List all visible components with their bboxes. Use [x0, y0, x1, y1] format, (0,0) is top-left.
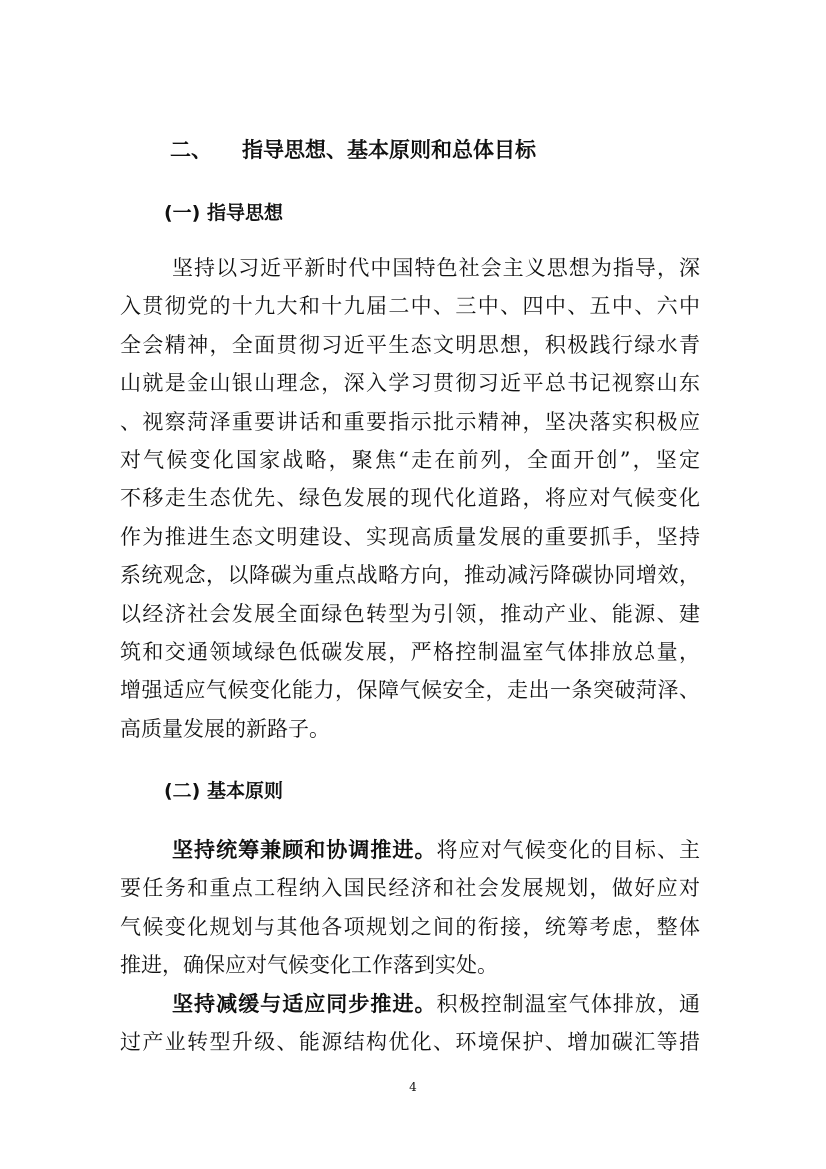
- text-line: 要任务和重点工程纳入国民经济和社会发展规划，做好应对: [120, 876, 700, 901]
- section-heading: [170, 134, 536, 164]
- text-line: 过产业转型升级、能源结构优化、环境保护、增加碳汇等措: [120, 1030, 700, 1055]
- text-line: 山就是金山银山理念，深入学习贯彻习近平总书记视察山东: [120, 371, 700, 396]
- paragraph-guiding-ideology: [120, 249, 700, 748]
- subsection-heading-basic-principles: (二) 基本原则: [164, 780, 283, 802]
- text-run: 积极控制温室气体排放，通: [436, 992, 701, 1016]
- text-line: [120, 831, 700, 869]
- text-line: 入贯彻党的十九大和十九届二中、三中、四中、五中、六中: [120, 294, 700, 319]
- principle-title: 坚持统筹兼顾和协调推进。: [172, 838, 437, 862]
- paragraph-principle-mitigation-adaptation: [120, 985, 700, 1062]
- text-line: [120, 985, 700, 1023]
- paragraph-principle-coordination: [120, 831, 700, 985]
- text-line: 增强适应气候变化能力，保障气候安全，走出一条突破菏泽、: [120, 678, 700, 703]
- text-line: 气候变化规划与其他各项规划之间的衔接，统筹考虑，整体: [120, 914, 700, 939]
- text-line: 以经济社会发展全面绿色转型为引领，推动产业、能源、建: [120, 601, 700, 626]
- text-line: 作为推进生态文明建设、实现高质量发展的重要抓手，坚持: [120, 524, 700, 549]
- text-line: 、视察菏泽重要讲话和重要指示批示精神，坚决落实积极应: [120, 409, 700, 434]
- section-title: 指导思想、基本原则和总体目标: [242, 138, 536, 162]
- principle-title: 坚持减缓与适应同步推进。: [172, 992, 437, 1016]
- text-run: 将应对气候变化的目标、主: [436, 838, 701, 862]
- text-line: 坚持以习近平新时代中国特色社会主义思想为指导，深: [172, 256, 700, 280]
- text-line: 全会精神，全面贯彻习近平生态文明思想，积极践行绿水青: [120, 332, 700, 357]
- text-line: 筑和交通领域绿色低碳发展，严格控制温室气体排放总量，: [120, 639, 700, 664]
- text-line: 推进，确保应对气候变化工作落到实处。: [120, 953, 498, 978]
- section-number: 二、: [170, 138, 212, 162]
- text-line: 不移走生态优先、绿色发展的现代化道路，将应对气候变化: [120, 486, 700, 511]
- page-number: 4: [409, 1080, 417, 1094]
- text-line: 对气候变化国家战略，聚焦“走在前列，全面开创”，坚定: [120, 447, 700, 472]
- text-line: 高质量发展的新路子。: [120, 716, 330, 741]
- text-line: 系统观念，以降碳为重点战略方向，推动减污降碳协同增效，: [120, 563, 700, 588]
- subsection-heading-guiding-ideology: (一) 指导思想: [164, 202, 283, 224]
